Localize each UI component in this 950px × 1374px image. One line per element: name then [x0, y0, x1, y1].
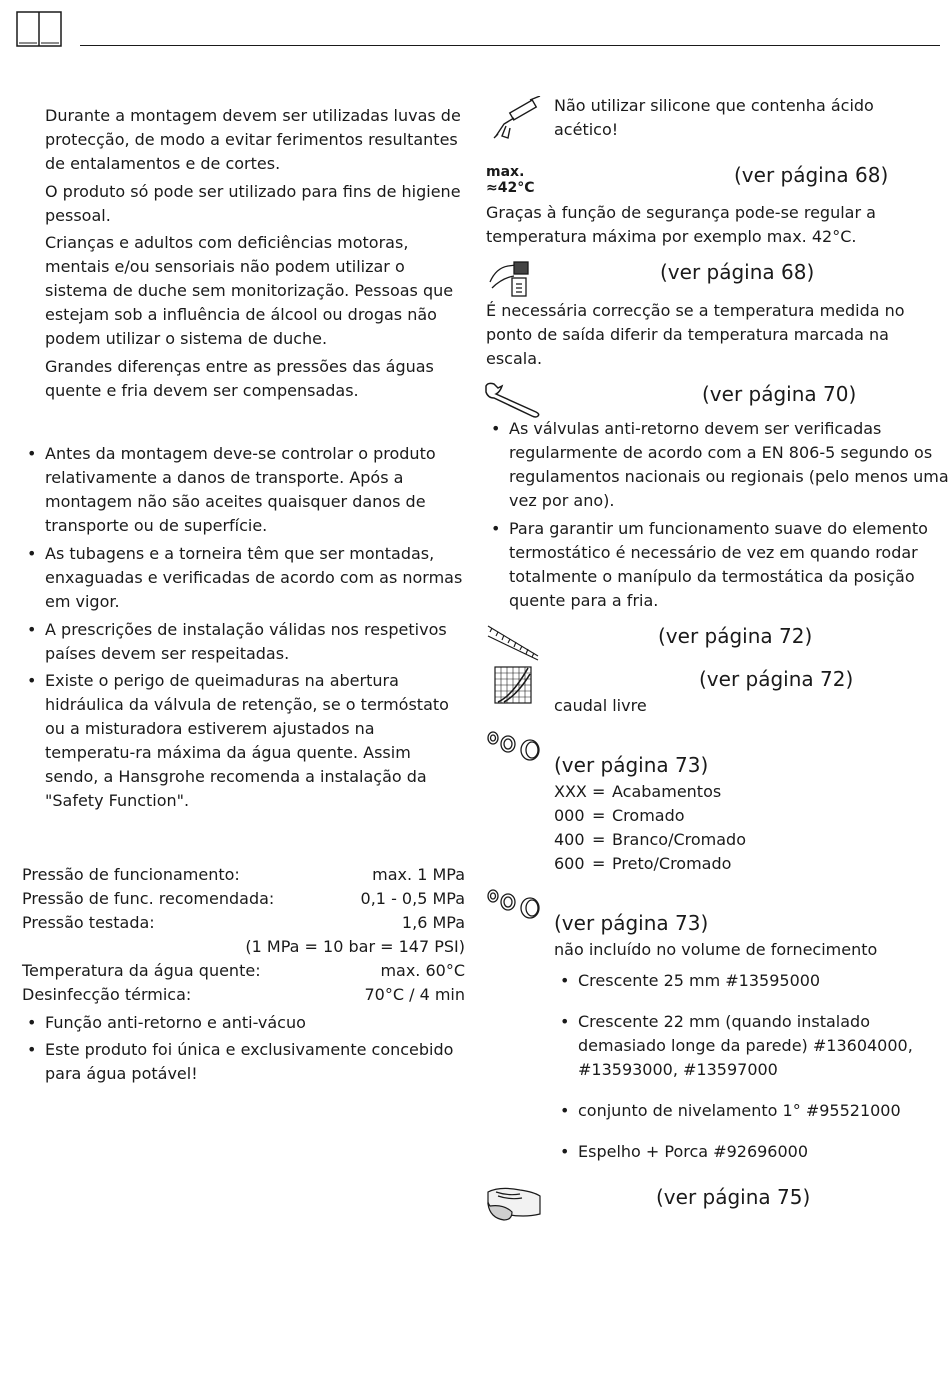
finish-row	[554, 828, 746, 852]
accessories-parts-icon	[486, 886, 542, 920]
finish-code: XXX	[554, 782, 587, 801]
silicone-gun-icon	[490, 96, 546, 140]
spec-row	[22, 863, 465, 887]
scale-ruler-icon	[486, 624, 540, 662]
page-ref-68-calibration: (ver página 68)	[660, 260, 815, 284]
spec-row	[22, 983, 465, 1007]
install-bullet-transport: • Antes da montagem deve-se controlar o produto relativamente a danos de transporte. Após a montagem não são aceites quaisquer danos de transporte ou de superfície.	[23, 442, 465, 538]
safety-text-gloves: Durante a montagem devem ser utilizadas luvas de protecção, de modo a evitar ferimentos resultantes de entalamentos e de cortes.	[45, 106, 461, 173]
maintenance-bullet-thermostat: • Para garantir um funcionamento suave do elemento termostático é necessário de vez em quando rodar totalmente o manípulo da termostática da posição quente para a fria.	[487, 517, 949, 613]
wrench-icon	[484, 380, 542, 418]
finish-name: Cromado	[612, 806, 685, 825]
install-bullet-pipes: • As tubagens e a torneira têm que ser montadas, enxaguadas e verificadas de acordo com as normas em vigor.	[23, 542, 465, 614]
spec-row	[22, 911, 465, 935]
safety-text-pressure: Grandes diferenças entre as pressões das águas quente e fria devem ser compensadas.	[45, 357, 434, 400]
cleaning-hand-icon	[484, 1184, 542, 1224]
safety-text-hygiene: O produto só pode ser utilizado para fins de higiene pessoal.	[45, 182, 461, 225]
accessory-item: • conjunto de nivelamento 1° #95521000	[556, 1099, 950, 1123]
flow-label: caudal livre	[554, 696, 647, 715]
spec-value: (1 MPa = 10 bar = 147 PSI)	[245, 937, 465, 956]
finish-eq: =	[592, 806, 606, 825]
flow-diagram-icon	[494, 666, 532, 704]
spec-bullet-potable: • Este produto foi única e exclusivamente concebido para água potável!	[23, 1038, 465, 1086]
spec-row	[22, 887, 465, 911]
finish-eq: =	[592, 830, 606, 849]
spec-value: 70°C / 4 min	[364, 985, 465, 1004]
thermometer-hand-icon	[486, 258, 536, 300]
finish-name: Branco/Cromado	[612, 830, 746, 849]
max-temp-text: Graças à função de segurança pode-se regular a temperatura máxima por exemplo max. 42°C.	[486, 203, 876, 246]
max-temp-icon	[486, 164, 535, 196]
accessory-item: • Crescente 25 mm #13595000	[556, 969, 950, 993]
maintenance-bullet-valves: • As válvulas anti-retorno devem ser verificadas regularmente de acordo com a EN 806-5 segundo os regulamentos nacionais ou regionais (pelo menos uma vez por ano).	[487, 417, 949, 513]
header-rule	[80, 45, 940, 46]
spec-value: 1,6 MPa	[401, 913, 465, 932]
finish-row	[554, 804, 685, 828]
page-ref-73-a: (ver página 73)	[554, 753, 709, 777]
page-ref-73-b: (ver página 73)	[554, 911, 709, 935]
finish-name: Acabamentos	[612, 782, 722, 801]
install-bullet-scald: • Existe o perigo de queimaduras na abertura hidráulica da válvula de retenção, se o termóstato ou a misturadora estiverem ajustados na temperatu-ra máxima da água quente. Assim sendo, a Hansgrohe recomenda a instalação da "Safety Function".	[23, 669, 465, 813]
page-ref-68-max: (ver página 68)	[734, 163, 889, 187]
spec-label: Pressão de funcionamento:	[22, 865, 240, 884]
max-label: max.	[486, 164, 525, 180]
finish-code: 600	[554, 854, 585, 873]
book-icon	[16, 11, 62, 47]
safety-text-supervision: Crianças e adultos com deficiências motoras, mentais e/ou sensoriais não podem utilizar o sistema de duche sem monitorização. Pessoas que estejam sob a influência de álcool ou drogas não podem utilizar o sistema de duche.	[45, 233, 454, 348]
finish-code: 000	[554, 806, 585, 825]
finish-eq: =	[592, 782, 606, 801]
spec-value: max. 60°C	[380, 961, 465, 980]
accessory-item: • Espelho + Porca #92696000	[556, 1140, 950, 1164]
spec-label: Pressão testada:	[22, 913, 155, 932]
spec-value: max. 1 MPa	[372, 865, 465, 884]
silicone-note: Não utilizar silicone que contenha ácido acético!	[554, 96, 874, 139]
page-ref-70: (ver página 70)	[702, 382, 857, 406]
accessory-item: • Crescente 22 mm (quando instalado demasiado longe da parede) #13604000, #13593000, #13597000	[556, 1010, 950, 1082]
page-ref-75: (ver página 75)	[656, 1185, 811, 1209]
spec-row	[22, 959, 465, 983]
install-bullet-regulations: • A prescrições de instalação válidas nos respetivos países devem ser respeitadas.	[23, 618, 465, 666]
finish-name: Preto/Cromado	[612, 854, 732, 873]
finish-row	[554, 780, 721, 804]
finish-code: 400	[554, 830, 585, 849]
spec-label: Temperatura da água quente:	[22, 961, 261, 980]
spec-label: Pressão de func. recomendada:	[22, 889, 275, 908]
finish-eq: =	[592, 854, 606, 873]
page-ref-72-b: (ver página 72)	[699, 667, 854, 691]
calibration-text: É necessária correcção se a temperatura medida no ponto de saída diferir da temperatura marcada na escala.	[486, 301, 905, 368]
not-included-text: não incluído no volume de fornecimento	[554, 940, 878, 959]
parts-icon	[486, 728, 542, 762]
max-temp-label: ≈42°C	[486, 180, 535, 196]
page-ref-72-a: (ver página 72)	[658, 624, 813, 648]
spec-value: 0,1 - 0,5 MPa	[360, 889, 465, 908]
spec-bullet-backflow: • Função anti-retorno e anti-vácuo	[23, 1011, 465, 1035]
spec-row	[22, 935, 465, 959]
spec-label: Desinfecção térmica:	[22, 985, 192, 1004]
finish-row	[554, 852, 731, 876]
